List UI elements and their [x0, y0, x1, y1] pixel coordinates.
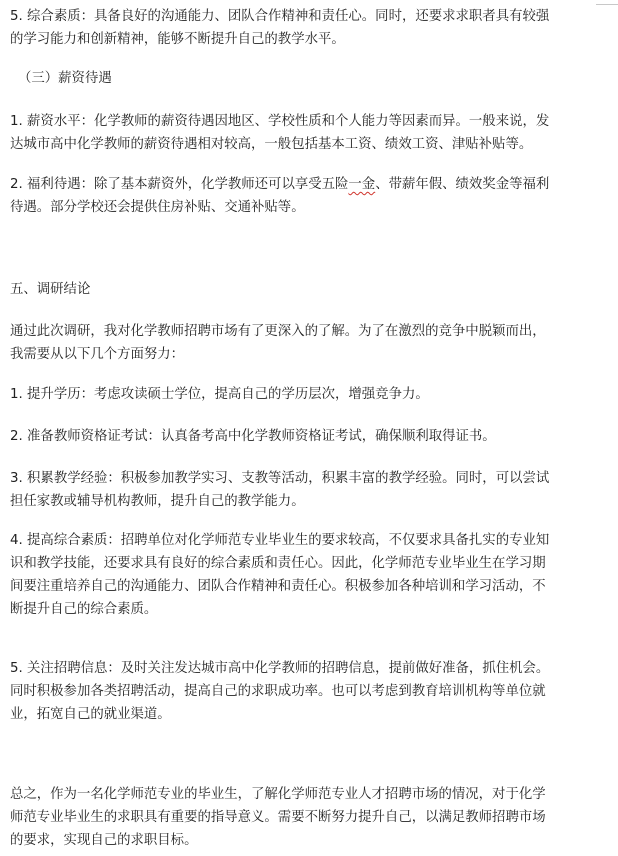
text-line: 5. 综合素质：具备良好的沟通能力、团队合作精神和责任心。同时，还要求求职者具有较强	[10, 9, 550, 24]
page-corner-mark	[596, 4, 618, 5]
spellcheck-flagged-word[interactable]: 一金	[348, 177, 376, 192]
text-line: 达城市高中化学教师的薪资待遇相对较高，一般包括基本工资、绩效工资、津贴补贴等。	[10, 137, 533, 152]
heading-text: （三）薪资待遇	[18, 71, 112, 86]
paragraph-intro	[10, 320, 570, 366]
text-line: 断提升自己的综合素质。	[10, 602, 158, 617]
paragraph-summary	[10, 783, 570, 852]
paragraph-experience	[10, 467, 570, 513]
text-segment: 、带薪年假、绩效奖金等福利	[375, 177, 550, 192]
text-line: 同时积极参加各类招聘活动，提高自己的求职成功率。也可以考虑到教育培训机构等单位就	[10, 684, 546, 699]
text-line: 4. 提高综合素质：招聘单位对化学师范专业毕业生的要求较高，不仅要求具备扎实的专业知	[10, 533, 550, 548]
text-line: 间要注重培养自己的沟通能力、团队合作精神和责任心。积极参加各种培训和学习活动，不	[10, 579, 546, 594]
paragraph-salary-level	[10, 110, 570, 156]
text-line: 的学习能力和创新精神，能够不断提升自己的教学水平。	[10, 32, 345, 47]
paragraph-quality	[10, 529, 570, 621]
heading-conclusion	[10, 278, 570, 301]
text-line: 识和教学技能，还要求具有良好的综合素质和责任心。因此，化学师范专业毕业生在学习期	[10, 556, 546, 571]
text-line	[10, 173, 570, 196]
text-line: 1. 薪资水平：化学教师的薪资待遇因地区、学校性质和个人能力等因素而异。一般来说，发	[10, 114, 550, 129]
paragraph-comprehensive-quality	[10, 5, 570, 51]
text-line: 的要求，实现自己的求职目标。	[10, 833, 198, 848]
paragraph-recruitment-info	[10, 657, 570, 726]
paragraph-benefits	[10, 173, 570, 219]
paragraph-exam	[10, 425, 570, 448]
heading-text: 五、调研结论	[10, 282, 91, 297]
text-line: 担任家教或辅导机构教师，提升自己的教学能力。	[10, 494, 305, 509]
text-line: 我需要从以下几个方面努力：	[10, 347, 185, 362]
text-line: 通过此次调研，我对化学教师招聘市场有了更深入的了解。为了在激烈的竞争中脱颖而出，	[10, 324, 546, 339]
text-line: 待遇。部分学校还会提供住房补贴、交通补贴等。	[10, 200, 305, 215]
text-segment: 2. 福利待遇：除了基本薪资外，化学教师还可以享受五险	[10, 177, 349, 192]
text-line: 业，拓宽自己的就业渠道。	[10, 707, 171, 722]
heading-salary-benefits	[18, 67, 578, 90]
text-line: 1. 提升学历：考虑攻读硕士学位，提高自己的学历层次，增强竞争力。	[10, 387, 429, 402]
text-line: 总之，作为一名化学师范专业的毕业生，了解化学师范专业人才招聘市场的情况，对于化学	[10, 787, 546, 802]
text-line: 2. 准备教师资格证考试：认真备考高中化学教师资格证考试，确保顺利取得证书。	[10, 429, 496, 444]
text-line: 3. 积累教学经验：积极参加教学实习、支教等活动，积累丰富的教学经验。同时，可以尝试	[10, 471, 550, 486]
paragraph-education	[10, 383, 570, 406]
text-line: 师范专业毕业生的求职具有重要的指导意义。需要不断努力提升自己，以满足教师招聘市场	[10, 810, 546, 825]
text-line: 5. 关注招聘信息：及时关注发达城市高中化学教师的招聘信息，提前做好准备，抓住机会。	[10, 661, 550, 676]
